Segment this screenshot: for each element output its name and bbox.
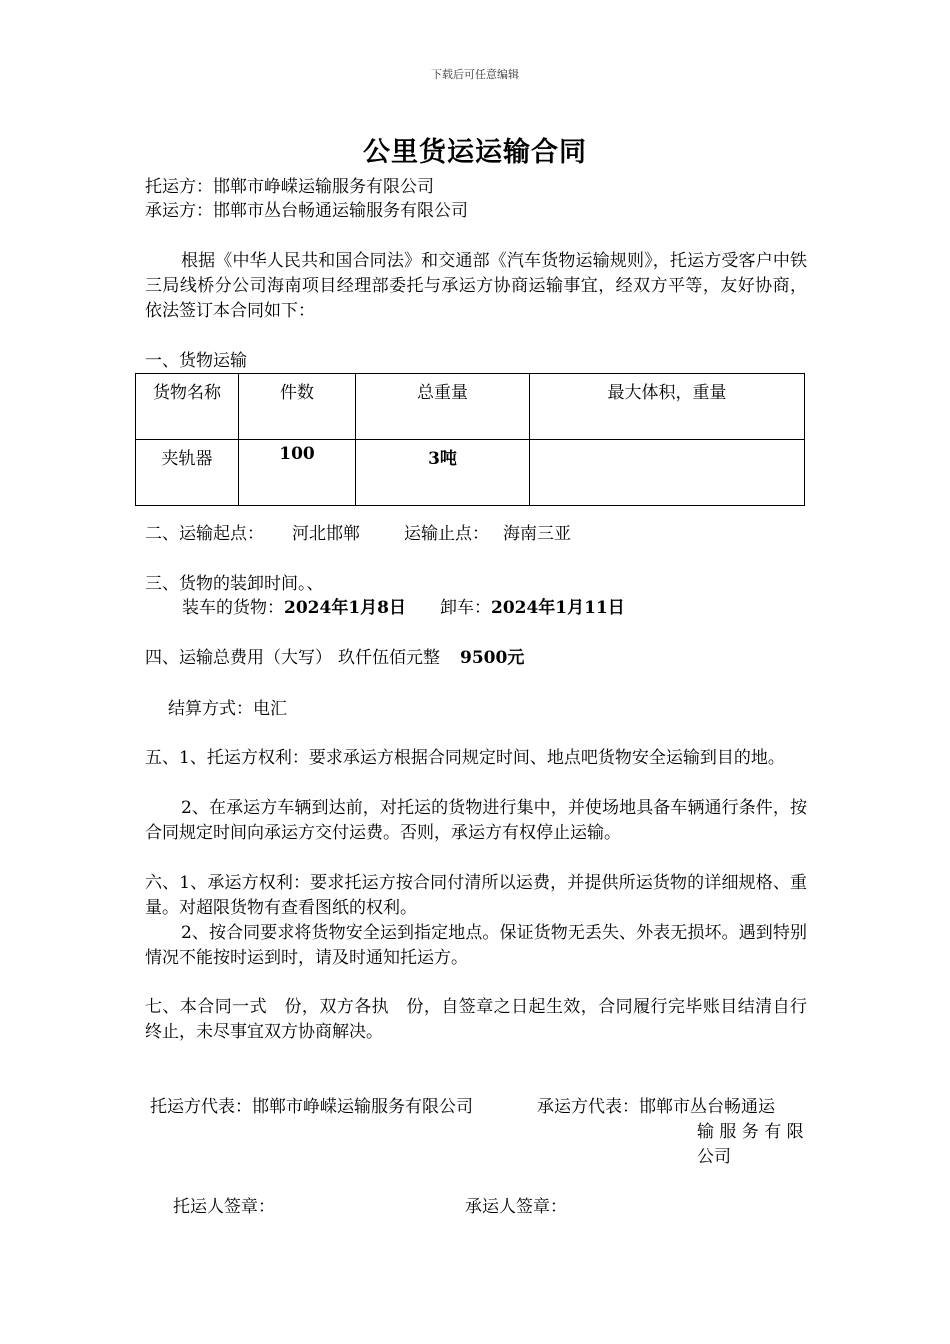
carrier-label: 承运方： <box>145 201 213 221</box>
cell-count: 100 <box>239 440 356 506</box>
table-row <box>136 440 805 506</box>
section5-item1: 五、1、托运方权利：要求承运方根据合同规定时间、地点吧货物安全运输到目的地。 <box>145 748 785 768</box>
table-header-row <box>136 374 805 440</box>
shipper-seal-label: 托运人签章： <box>173 1197 275 1217</box>
section7-text: 七、本合同一式 份，双方各执 份，自签章之日起生效，合同履行完毕账目结清自行终止，未尽事宜双方协商解决。 <box>145 997 807 1042</box>
load-label: 装车的货物： <box>182 598 284 618</box>
section3-dates <box>182 596 625 621</box>
cell-max-volume <box>530 440 805 506</box>
intro-paragraph: 根据《中华人民共和国合同法》和交通部《汽车货物运输规则》，托运方受客户中铁三局线桥分公司海南项目经理部委托与承运方协商运输事宜，经双方平等，友好协商，依法签订本合同如下： <box>145 251 807 321</box>
carrier-representative-line2: 输 服 务 有 限 <box>697 1122 804 1142</box>
section6-item1: 六、1、承运方权利：要求托运方按合同付清所以运费，并提供所运货物的详细规格、重量。对超限货物有查看图纸的权利。 <box>145 873 807 918</box>
start-label: 二、运输起点： <box>145 524 264 544</box>
document-title: 公里货运运输合同 <box>363 137 587 168</box>
section6-item2: 2、按合同要求将货物安全运到指定地点。保证货物无丢失、外表无损坏。遇到特别情况不能按时运到时，请及时通知托运方。 <box>145 923 807 968</box>
fee-number: 9500元 <box>460 648 525 668</box>
shipper-line <box>145 175 434 200</box>
shipper-name: 邯郸市峥嵘运输服务有限公司 <box>213 177 434 197</box>
cargo-table <box>135 373 805 506</box>
section2-line <box>145 522 571 547</box>
start-location: 河北邯郸 <box>292 524 360 544</box>
section5-item2: 2、在承运方车辆到达前，对托运的货物进行集中，并使场地具备车辆通行条件，按合同规定时间向承运方交付运费。否则，承运方有权停止运输。 <box>145 798 807 843</box>
section1-heading: 一、货物运输 <box>145 351 247 371</box>
header-max-volume: 最大体积，重量 <box>530 374 805 440</box>
unload-date: 2024年1月11日 <box>490 598 625 618</box>
end-label: 运输止点： <box>404 524 489 544</box>
section4-fee-line <box>145 646 524 671</box>
header-count: 件数 <box>239 374 356 440</box>
carrier-seal-label: 承运人签章： <box>465 1197 567 1217</box>
carrier-line <box>145 199 468 224</box>
unload-label: 卸车： <box>439 598 491 618</box>
carrier-name: 邯郸市丛台畅通运输服务有限公司 <box>213 201 468 221</box>
settlement-method: 结算方式：电汇 <box>168 699 287 719</box>
section3-heading: 三、货物的装卸时间。、 <box>145 574 324 594</box>
header-cargo-name: 货物名称 <box>136 374 239 440</box>
load-date: 2024年1月8日 <box>284 598 406 618</box>
shipper-label: 托运方： <box>145 177 213 197</box>
carrier-representative: 承运方代表：邯郸市丛台畅通运 <box>537 1097 775 1117</box>
fee-upper: 玖仟伍佰元整 <box>338 648 440 668</box>
end-location: 海南三亚 <box>503 524 571 544</box>
shipper-representative: 托运方代表：邯郸市峥嵘运输服务有限公司 <box>150 1097 473 1117</box>
cell-cargo-name: 夹轨器 <box>136 440 239 506</box>
header-total-weight: 总重量 <box>356 374 530 440</box>
header-note: 下载后可任意编辑 <box>431 68 519 81</box>
carrier-representative-line3: 公司 <box>697 1147 731 1167</box>
cell-total-weight: 3吨 <box>356 440 530 506</box>
fee-label: 四、运输总费用（大写） <box>145 648 332 668</box>
